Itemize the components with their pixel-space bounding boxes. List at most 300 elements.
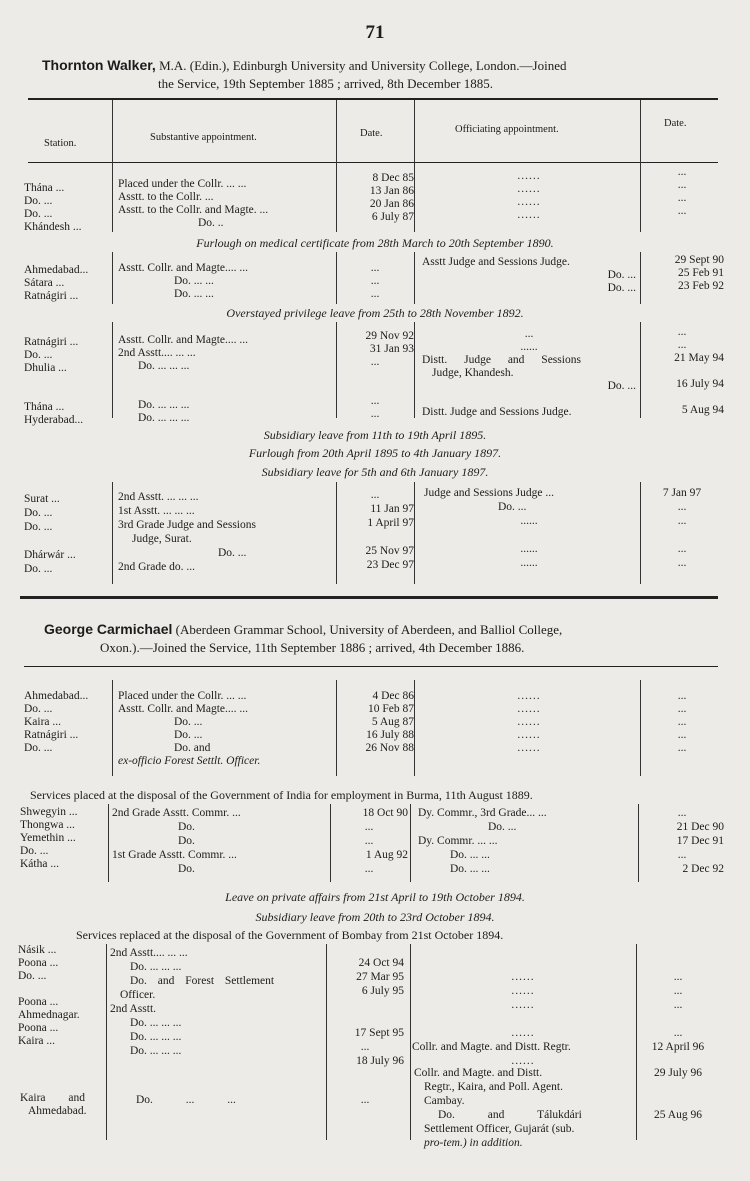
carmichael-g2-officiating bbox=[414, 806, 636, 876]
table-cell bbox=[336, 530, 414, 544]
walker-header-line-2: the Service, 19th September 1885 ; arrived, 8th December 1885. bbox=[158, 76, 494, 91]
table-cell: Do. and bbox=[174, 742, 211, 754]
table-cell: ...... bbox=[517, 170, 541, 182]
table-cell: ... bbox=[370, 275, 380, 287]
table-cell bbox=[24, 755, 112, 768]
walker-leave-4: Furlough from 20th April 1895 to 4th January 1897. bbox=[248, 446, 502, 460]
table-cell: ...... bbox=[517, 690, 541, 702]
table-cell bbox=[636, 1136, 720, 1150]
table-cell: ... bbox=[677, 501, 687, 513]
table-cell: ... bbox=[364, 821, 374, 833]
table-cell: 7 Jan 97 bbox=[662, 487, 702, 499]
table-cell: Ratnágiri ... bbox=[24, 290, 79, 302]
table-cell: Thongwa ... bbox=[20, 819, 75, 831]
vrule bbox=[112, 322, 113, 418]
table-cell: Do. ... bbox=[20, 845, 49, 857]
vrule bbox=[414, 100, 415, 232]
table-cell bbox=[336, 369, 414, 382]
table-cell: Dy. Commr. ... ... bbox=[418, 835, 498, 847]
walker-g4-odates bbox=[640, 486, 724, 570]
table-cell: ... bbox=[677, 557, 687, 569]
table-cell: ...... bbox=[511, 1055, 535, 1067]
table-cell: ...... bbox=[517, 209, 541, 221]
table-cell: Shwegyin ... bbox=[20, 806, 78, 818]
table-cell: ... bbox=[360, 1094, 370, 1106]
table-cell: Ahmedabad... bbox=[24, 264, 89, 276]
table-cell: ... bbox=[370, 356, 380, 368]
vrule bbox=[112, 100, 113, 232]
table-cell bbox=[24, 534, 112, 548]
table-cell: Do. ... bbox=[174, 729, 203, 741]
table-cell: Judge, Khandesh. bbox=[432, 367, 514, 379]
table-cell: 2nd Asstt.... ... ... bbox=[118, 347, 196, 359]
table-cell bbox=[326, 1012, 404, 1026]
table-cell: Distt. Judge and Sessions Judge. bbox=[422, 406, 572, 418]
table-cell: ... bbox=[370, 489, 380, 501]
table-cell: ... bbox=[673, 999, 683, 1011]
table-cell: ...... bbox=[517, 729, 541, 741]
table-cell bbox=[418, 755, 640, 768]
vrule bbox=[410, 944, 411, 1140]
table-cell: ... bbox=[677, 543, 687, 555]
table-cell: ...... bbox=[511, 985, 535, 997]
vrule bbox=[112, 252, 113, 304]
table-cell: ... bbox=[677, 690, 687, 702]
table-cell: ...... bbox=[520, 543, 538, 555]
table-cell bbox=[640, 391, 724, 404]
table-cell: Do. ... ... ... bbox=[138, 399, 190, 411]
table-cell: ...... bbox=[520, 557, 538, 569]
table-cell: ... bbox=[677, 703, 687, 715]
table-cell bbox=[418, 528, 640, 542]
carmichael-g4-substantive bbox=[110, 1068, 328, 1120]
table-cell: Asstt Judge and Sessions Judge. bbox=[422, 256, 570, 268]
table-cell: Distt. Judge and Sessions bbox=[422, 354, 581, 366]
table-cell: 16 July 88 bbox=[366, 729, 414, 741]
table-cell: ... bbox=[673, 971, 683, 983]
table-cell: 17 Sept 95 bbox=[354, 1027, 404, 1039]
table-cell: Do. ... bbox=[174, 716, 203, 728]
table-cell: Do. ... bbox=[18, 970, 47, 982]
walker-g3-substantive bbox=[118, 334, 336, 425]
walker-g1-substantive bbox=[118, 178, 336, 230]
table-cell: 3rd Grade Judge and Sessions bbox=[118, 519, 256, 531]
carmichael-g3-odates bbox=[636, 956, 720, 1068]
walker-leave-2: Overstayed privilege leave from 25th to 28th November 1892. bbox=[226, 306, 524, 320]
table-cell: Do. and Forest Settlement bbox=[130, 975, 275, 987]
table-cell: ... bbox=[370, 395, 380, 407]
table-cell: 21 Dec 90 bbox=[676, 821, 724, 833]
table-cell: Ahmedabad... bbox=[24, 690, 89, 702]
table-cell: ... bbox=[677, 192, 687, 204]
section-divider bbox=[20, 596, 718, 599]
table-cell: Asstt. to the Collr. and Magte. ... bbox=[118, 204, 269, 216]
table-cell: Do. ... bbox=[488, 821, 517, 833]
carmichael-g2-odates bbox=[640, 806, 724, 876]
carmichael-services-1: Services placed at the disposal of the Government of India for employment in Burma, 11th August 1889. bbox=[30, 788, 533, 802]
vrule bbox=[414, 680, 415, 776]
table-cell: Do. ... bbox=[24, 208, 53, 220]
vrule bbox=[112, 680, 113, 776]
carmichael-g1-officiating bbox=[418, 690, 640, 768]
table-cell bbox=[418, 393, 640, 406]
table-cell: Kaira and bbox=[20, 1092, 86, 1104]
table-cell: Placed under the Collr. ... ... bbox=[118, 690, 247, 702]
table-cell: ...... bbox=[520, 515, 538, 527]
table-cell: ... bbox=[677, 515, 687, 527]
walker-g4-officiating bbox=[418, 486, 640, 570]
table-cell: Do. ... bbox=[218, 547, 247, 559]
table-cell: ...... bbox=[511, 1027, 535, 1039]
table-cell: Do. ... ... bbox=[174, 288, 214, 300]
table-cell: Do. ... ... bbox=[450, 863, 490, 875]
table-cell: 2nd Asstt. bbox=[110, 1003, 157, 1015]
table-cell: ...... bbox=[517, 196, 541, 208]
table-cell: Asstt. Collr. and Magte.... ... bbox=[118, 334, 249, 346]
vrule bbox=[112, 482, 113, 584]
table-cell bbox=[640, 528, 724, 542]
table-cell: 20 Jan 86 bbox=[369, 198, 414, 210]
vrule bbox=[414, 322, 415, 418]
table-cell: Do. ... ... bbox=[136, 1094, 236, 1106]
table-cell: ...... bbox=[517, 703, 541, 715]
walker-g1-officiating bbox=[418, 170, 640, 222]
walker-g2-dates bbox=[336, 262, 414, 301]
table-cell bbox=[412, 956, 634, 970]
walker-g1-stations bbox=[24, 182, 112, 234]
table-cell: 25 Nov 97 bbox=[365, 545, 414, 557]
table-cell: Násik ... bbox=[18, 944, 57, 956]
table-cell: Do. bbox=[178, 821, 195, 833]
table-cell: ...... bbox=[517, 183, 541, 195]
table-cell: Dy. Commr., 3rd Grade... ... bbox=[418, 807, 547, 819]
col-odate-header: Date. bbox=[664, 118, 687, 129]
table-cell bbox=[336, 382, 414, 395]
table-cell bbox=[636, 1080, 720, 1094]
table-cell: 17 Dec 91 bbox=[676, 835, 724, 847]
table-cell: 23 Feb 92 bbox=[678, 280, 724, 292]
table-cell: Do. ... bbox=[24, 507, 53, 519]
vrule bbox=[414, 252, 415, 304]
table-cell: Do. ... ... ... bbox=[130, 1045, 182, 1057]
carmichael-g3-dates bbox=[326, 956, 404, 1068]
table-cell: 12 April 96 bbox=[651, 1041, 705, 1053]
table-cell: ...... bbox=[517, 742, 541, 754]
table-cell: 4 Dec 86 bbox=[372, 690, 414, 702]
walker-name: Thornton Walker, bbox=[42, 57, 156, 73]
table-cell: 5 Aug 94 bbox=[681, 404, 724, 416]
table-cell: ... bbox=[677, 807, 687, 819]
table-cell: Asstt. Collr. and Magte.... ... bbox=[118, 703, 249, 715]
table-cell: 25 Aug 96 bbox=[654, 1109, 702, 1121]
walker-g3-odates bbox=[640, 326, 724, 417]
table-cell: ... bbox=[677, 205, 687, 217]
table-cell: ... bbox=[677, 849, 687, 861]
walker-g3-dates bbox=[336, 330, 414, 421]
table-cell: Collr. and Magte. and Distt. bbox=[414, 1067, 543, 1079]
table-cell: ... bbox=[677, 179, 687, 191]
carmichael-g2-substantive bbox=[112, 806, 330, 876]
walker-g1-odates bbox=[640, 166, 724, 218]
table-cell: Thána ... bbox=[24, 182, 65, 194]
table-cell: 5 Aug 87 bbox=[371, 716, 414, 728]
col-station-header: Station. bbox=[44, 138, 77, 149]
table-cell: 6 July 95 bbox=[361, 985, 404, 997]
walker-leave-1: Furlough on medical certificate from 28th March to 20th September 1890. bbox=[196, 236, 554, 250]
table-cell: Do. ... ... bbox=[174, 275, 214, 287]
vrule bbox=[108, 804, 109, 882]
carmichael-services-2: Services replaced at the disposal of the Government of Bombay from 21st October 1894. bbox=[76, 928, 504, 942]
table-cell bbox=[636, 956, 720, 970]
table-cell: Do. and Tálukdári bbox=[438, 1109, 582, 1121]
table-cell: Dhárwár ... bbox=[24, 549, 76, 561]
col-date-header: Date. bbox=[360, 128, 383, 139]
table-cell: Settlement Officer, Gujarát (sub. bbox=[424, 1123, 575, 1135]
col-officiating-header: Officiating appointment. bbox=[455, 124, 559, 135]
table-cell: Dhulia ... bbox=[24, 362, 67, 374]
table-cell: 1 April 97 bbox=[367, 517, 414, 529]
carmichael-g3-stations bbox=[18, 944, 106, 1048]
table-cell bbox=[636, 1094, 720, 1108]
table-cell: 2nd Grade do. ... bbox=[118, 561, 195, 573]
table-cell: 29 Sept 90 bbox=[674, 254, 724, 266]
carmichael-leave-2: Subsidiary leave from 20th to 23rd October 1894. bbox=[255, 910, 495, 924]
carmichael-qualifications: (Aberdeen Grammar School, University of Aberdeen, and Balliol College, bbox=[175, 622, 563, 637]
table-cell: 18 July 96 bbox=[356, 1055, 404, 1067]
table-cell: 29 Nov 92 bbox=[365, 330, 414, 342]
table-cell bbox=[118, 373, 336, 386]
table-cell: ...... bbox=[511, 999, 535, 1011]
carmichael-g2-dates bbox=[330, 806, 408, 876]
table-cell: ...... bbox=[517, 716, 541, 728]
table-cell bbox=[110, 1107, 328, 1120]
table-cell: Do. ... bbox=[607, 380, 636, 392]
table-cell: Judge, Surat. bbox=[132, 533, 192, 545]
table-cell: Officer. bbox=[120, 989, 156, 1001]
walker-g1-dates bbox=[336, 172, 414, 224]
table-cell: pro-tem.) in addition. bbox=[424, 1137, 523, 1149]
table-cell: Do. ... bbox=[24, 195, 53, 207]
walker-g2-substantive bbox=[118, 262, 336, 301]
table-cell: Do. bbox=[178, 835, 195, 847]
table-cell bbox=[412, 1012, 634, 1026]
carmichael-leave-1: Leave on private affairs from 21st April to 19th October 1894. bbox=[225, 890, 525, 904]
table-cell: ... bbox=[677, 729, 687, 741]
table-cell: ... bbox=[364, 835, 374, 847]
table-cell bbox=[326, 1081, 404, 1094]
table-cell: Hyderabad... bbox=[24, 414, 84, 426]
carmichael-g4-dates bbox=[326, 1068, 404, 1120]
table-cell: Judge and Sessions Judge ... bbox=[424, 487, 555, 499]
walker-header-line-1 bbox=[42, 58, 566, 73]
table-cell: Do. ... ... bbox=[450, 849, 490, 861]
table-cell bbox=[640, 755, 724, 768]
table-cell: Do. ... bbox=[24, 563, 53, 575]
table-cell bbox=[326, 998, 404, 1012]
table-cell: ... bbox=[677, 166, 687, 178]
table-cell: 1 Aug 92 bbox=[365, 849, 408, 861]
table-cell: 6 July 87 bbox=[371, 211, 414, 223]
table-cell bbox=[636, 1122, 720, 1136]
table-cell: Thána ... bbox=[24, 401, 65, 413]
table-cell: Do. ... bbox=[498, 501, 527, 513]
table-cell: Do. ... bbox=[607, 269, 636, 281]
table-cell: ... bbox=[524, 328, 534, 340]
carmichael-g4-officiating bbox=[414, 1066, 636, 1150]
table-cell: ... bbox=[673, 985, 683, 997]
table-cell: Do. ... ... ... bbox=[130, 1031, 182, 1043]
table-cell bbox=[110, 1068, 328, 1081]
table-cell: ...... bbox=[520, 341, 538, 353]
table-cell: Do. ... ... ... bbox=[130, 961, 182, 973]
table-cell: 2nd Asstt. ... ... ... bbox=[118, 491, 199, 503]
carmichael-g3-substantive bbox=[110, 946, 328, 1058]
table-cell: Asstt. to the Collr. ... bbox=[118, 191, 214, 203]
walker-g3-stations bbox=[24, 336, 112, 427]
table-cell bbox=[636, 1012, 720, 1026]
table-cell: Ahmedabad. bbox=[28, 1105, 87, 1117]
table-cell: 16 July 94 bbox=[676, 378, 724, 390]
table-cell: ... bbox=[370, 288, 380, 300]
table-cell: Do. .. bbox=[198, 217, 224, 229]
table-cell: 1st Grade Asstt. Commr. ... bbox=[112, 849, 237, 861]
table-cell: Khándesh ... bbox=[24, 221, 82, 233]
table-cell: ... bbox=[370, 408, 380, 420]
table-cell: 13 Jan 86 bbox=[369, 185, 414, 197]
carmichael-g1-dates bbox=[336, 690, 414, 768]
table-cell: Do. ... bbox=[24, 703, 53, 715]
table-cell bbox=[326, 1107, 404, 1120]
table-cell: 27 Mar 95 bbox=[356, 971, 404, 983]
carmichael-header-line-1 bbox=[44, 622, 562, 637]
table-cell: ... bbox=[677, 742, 687, 754]
carmichael-g1-stations bbox=[24, 690, 112, 768]
table-header-rule bbox=[28, 162, 718, 163]
table-cell: Placed under the Collr. ... ... bbox=[118, 178, 247, 190]
table-cell: 2nd Asstt.... ... ... bbox=[110, 947, 188, 959]
table-cell: 25 Feb 91 bbox=[678, 267, 724, 279]
table-cell: ... bbox=[677, 326, 687, 338]
walker-g3-officiating bbox=[418, 328, 640, 419]
table-top-rule bbox=[28, 98, 718, 100]
table-cell: Kaira ... bbox=[24, 716, 62, 728]
table-cell: Cambay. bbox=[424, 1095, 465, 1107]
table-cell bbox=[118, 386, 336, 399]
table-cell: Kátha ... bbox=[20, 858, 59, 870]
walker-g2-stations bbox=[24, 264, 112, 303]
carmichael-top-rule bbox=[24, 666, 718, 667]
carmichael-g4-odates bbox=[636, 1066, 720, 1150]
table-cell: 26 Nov 88 bbox=[365, 742, 414, 754]
table-cell bbox=[640, 365, 724, 378]
walker-g2-odates bbox=[640, 254, 724, 293]
table-cell: 8 Dec 85 bbox=[372, 172, 414, 184]
table-cell: Do. ... bbox=[24, 742, 53, 754]
walker-g4-substantive bbox=[118, 490, 336, 574]
table-cell bbox=[18, 983, 106, 996]
table-cell: Do. ... bbox=[24, 349, 53, 361]
table-cell: Kaira ... bbox=[18, 1035, 56, 1047]
carmichael-header-line-2: Oxon.).—Joined the Service, 11th September 1886 ; arrived, 4th December 1886. bbox=[100, 640, 525, 655]
table-cell: Ratnágiri ... bbox=[24, 729, 79, 741]
table-cell: ... bbox=[673, 1027, 683, 1039]
table-cell: Poona ... bbox=[18, 996, 59, 1008]
table-cell: Do. ... ... ... bbox=[130, 1017, 182, 1029]
col-substantive-header: Substantive appointment. bbox=[150, 132, 257, 143]
carmichael-g2-stations bbox=[20, 806, 108, 871]
table-cell: Poona ... bbox=[18, 1022, 59, 1034]
table-cell: 21 May 94 bbox=[674, 352, 724, 364]
table-cell: 11 Jan 97 bbox=[370, 503, 414, 515]
walker-leave-5: Subsidiary leave for 5th and 6th January 1897. bbox=[261, 465, 489, 479]
carmichael-g4-stations bbox=[18, 1066, 106, 1118]
page-number: 71 bbox=[365, 22, 385, 43]
table-cell: Do. ... bbox=[24, 521, 53, 533]
table-cell: 18 Oct 90 bbox=[362, 807, 408, 819]
table-cell: Ratnágiri ... bbox=[24, 336, 79, 348]
table-cell: 31 Jan 93 bbox=[369, 343, 414, 355]
table-cell: ... bbox=[677, 339, 687, 351]
table-cell: Yemethin ... bbox=[20, 832, 76, 844]
table-cell: Collr. and Magte. and Distt. Regtr. bbox=[412, 1041, 571, 1053]
table-cell: 24 Oct 94 bbox=[358, 957, 404, 969]
table-cell bbox=[110, 1081, 328, 1094]
table-cell: Sátara ... bbox=[24, 277, 65, 289]
table-cell: 1st Asstt. ... ... ... bbox=[118, 505, 195, 517]
table-cell: Do. ... ... ... bbox=[138, 360, 190, 372]
table-cell bbox=[336, 755, 414, 768]
carmichael-g1-substantive bbox=[118, 690, 336, 768]
carmichael-g1-odates bbox=[640, 690, 724, 768]
table-cell: ... bbox=[370, 262, 380, 274]
carmichael-name: George Carmichael bbox=[44, 621, 173, 637]
table-cell: ... bbox=[364, 863, 374, 875]
table-cell: ... bbox=[360, 1041, 370, 1053]
walker-g2-officiating bbox=[418, 256, 640, 295]
table-cell: Poona ... bbox=[18, 957, 59, 969]
vrule bbox=[414, 482, 415, 584]
table-cell: Ahmednagar. bbox=[18, 1009, 80, 1021]
table-cell: 2nd Grade Asstt. Commr. ... bbox=[112, 807, 241, 819]
table-cell: Asstt. Collr. and Magte.... ... bbox=[118, 262, 249, 274]
table-cell: Do. ... ... ... bbox=[138, 412, 190, 424]
walker-leave-3: Subsidiary leave from 11th to 19th April 1895. bbox=[263, 428, 487, 442]
table-cell bbox=[18, 1079, 106, 1092]
table-cell: ex-officio Forest Settlt. Officer. bbox=[118, 755, 261, 767]
table-cell bbox=[18, 1066, 106, 1079]
vrule bbox=[410, 804, 411, 882]
table-cell bbox=[24, 388, 112, 401]
table-cell bbox=[24, 375, 112, 388]
table-cell: 29 July 96 bbox=[654, 1067, 702, 1079]
table-cell: Do. bbox=[178, 863, 195, 875]
carmichael-g3-officiating bbox=[412, 956, 634, 1068]
table-cell: 10 Feb 87 bbox=[368, 703, 414, 715]
table-cell bbox=[326, 1068, 404, 1081]
walker-g4-stations bbox=[24, 492, 112, 576]
vrule bbox=[106, 944, 107, 1140]
walker-qualifications: M.A. (Edin.), Edinburgh University and University College, London.—Joined bbox=[159, 58, 567, 73]
table-cell: Regtr., Kaira, and Poll. Agent. bbox=[424, 1081, 563, 1093]
table-cell: Do. ... bbox=[607, 282, 636, 294]
table-cell: Surat ... bbox=[24, 493, 60, 505]
vrule bbox=[638, 804, 639, 882]
table-cell: 2 Dec 92 bbox=[682, 863, 724, 875]
table-cell: 23 Dec 97 bbox=[366, 559, 414, 571]
table-cell: ...... bbox=[511, 971, 535, 983]
walker-g4-dates bbox=[336, 488, 414, 572]
table-cell: ... bbox=[677, 716, 687, 728]
